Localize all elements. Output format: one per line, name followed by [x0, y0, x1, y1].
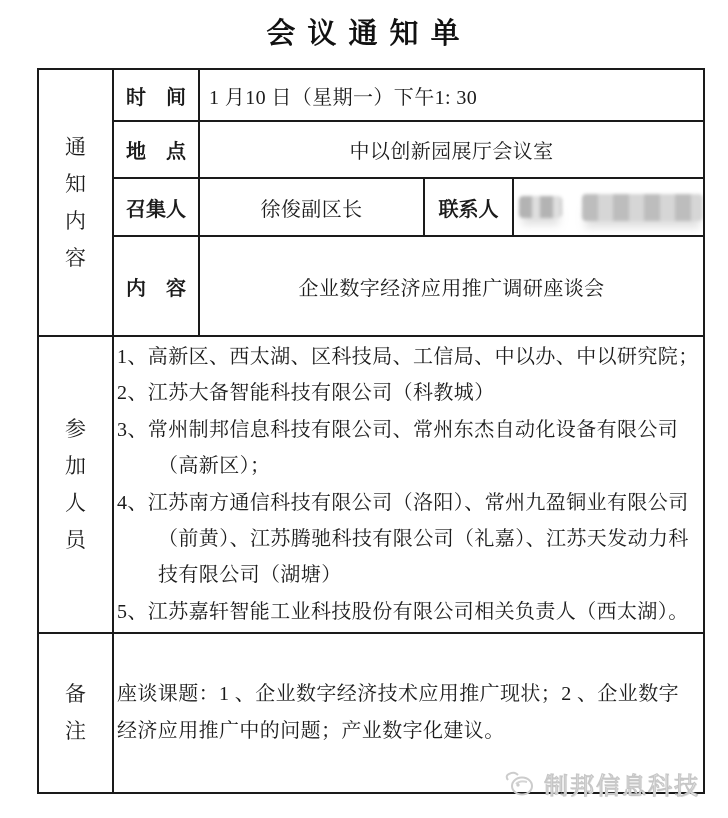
time-value: 1 月10 日（星期一）下午1: 30 [199, 69, 704, 121]
convener-label: 召集人 [113, 178, 199, 236]
place-value: 中以创新园展厅会议室 [199, 121, 704, 178]
meeting-notice-page [0, 16, 728, 818]
section-notice-content-label: 通知内容 [64, 134, 86, 270]
place-label: 地 点 [113, 121, 199, 178]
section-notice-content [38, 69, 113, 336]
time-label: 时 间 [113, 69, 199, 121]
contact-label: 联系人 [424, 178, 513, 236]
notice-table [37, 68, 705, 794]
watermark-text: 制邦信息科技 [544, 773, 700, 800]
contact-value-redacted [513, 178, 704, 236]
section-participants-label: 参加人员 [64, 416, 86, 552]
participant-item: 5、江苏嘉轩智能工业科技股份有限公司相关负责人（西太湖）。 [117, 600, 689, 623]
content-label: 内 容 [113, 236, 199, 336]
participant-item: 2、江苏大备智能科技有限公司（科教城） [117, 382, 495, 405]
watermark [0, 766, 700, 801]
redacted-phone-block [582, 194, 703, 221]
section-remarks-label: 备注 [64, 682, 86, 744]
participant-item: 4、江苏南方通信科技有限公司（洛阳）、常州九盈铜业有限公司（前黄）、江苏腾驰科技有限公司（礼嘉）、江苏天发动力科技有限公司（湖塘） [117, 491, 689, 587]
section-participants [38, 336, 113, 633]
participants-list [113, 336, 704, 633]
participant-item: 3、常州制邦信息科技有限公司、常州东杰自动化设备有限公司（高新区）； [117, 418, 679, 478]
redacted-name-block [519, 196, 562, 218]
content-value: 企业数字经济应用推广调研座谈会 [199, 236, 704, 336]
remarks-text: 座谈课题：1 、企业数字经济技术应用推广现状；2 、企业数字经济应用推广中的问题；产业数字化建议。 [113, 633, 704, 793]
convener-value: 徐俊副区长 [199, 178, 424, 236]
document-title: 会 议 通 知 单 [266, 18, 462, 50]
watermark-logo-icon [504, 770, 538, 798]
participant-item: 1、高新区、西太湖、区科技局、工信局、中以办、中以研究院； [117, 346, 699, 368]
